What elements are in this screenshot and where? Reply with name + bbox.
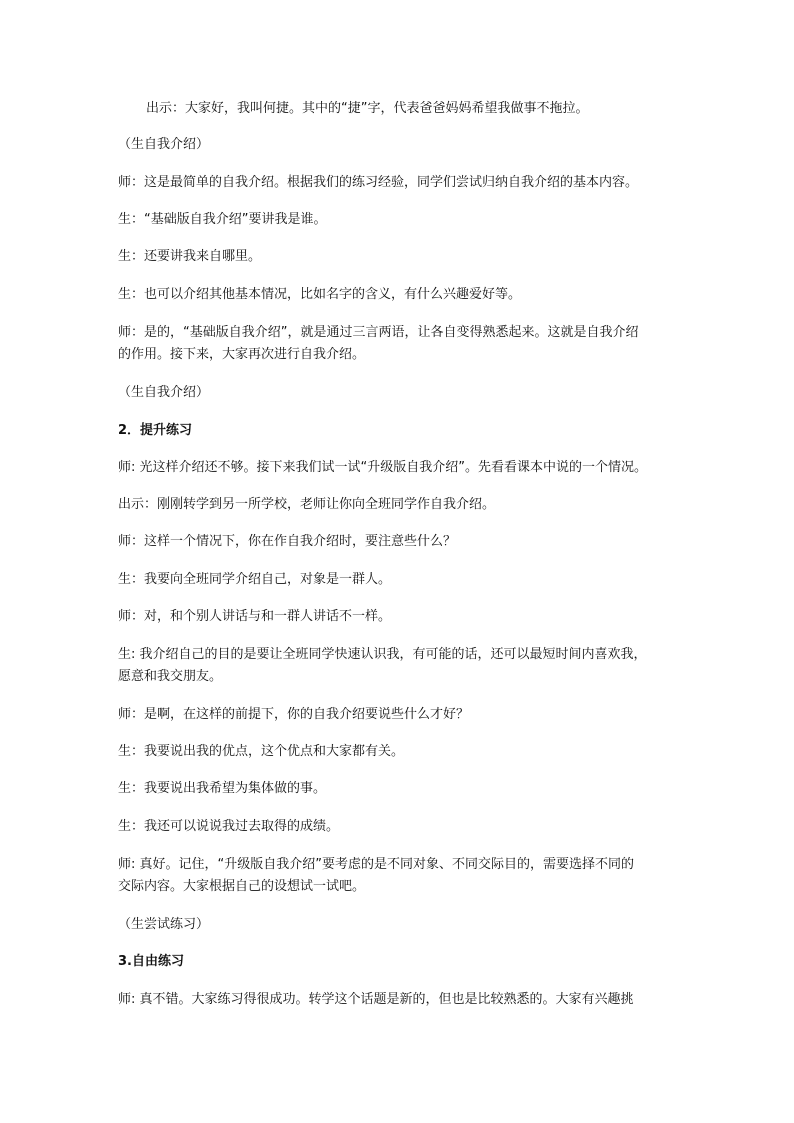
paragraph-teacher: 师：这样一个情况下，你在作自我介绍时，要注意些什么？: [118, 534, 457, 549]
paragraph-stage-note: （生自我介绍）: [118, 137, 210, 152]
paragraph-teacher: 师：是啊，在这样的前提下，你的自我介绍要说些什么才好？: [118, 707, 470, 722]
paragraph-teacher: 师: 真不错。大家练习得很成功。转学这个话题是新的，但也是比较熟悉的。大家有兴趣挑: [118, 992, 634, 1007]
paragraph-teacher: 师: 真好。记住，“升级版自我介绍”要考虑的是不同对象、不同交际目的，需要选择不同的: [118, 857, 634, 872]
paragraph-student: 生：还要讲我来自哪里。: [118, 249, 262, 264]
paragraph-student-continued: 愿意和我交朋友。: [118, 669, 223, 684]
paragraph-student: 生：也可以介绍其他基本情况，比如名字的含义，有什么兴趣爱好等。: [118, 287, 522, 302]
paragraph-teacher: 师：这是最简单的自我介绍。根据我们的练习经验，同学们尝试归纳自我介绍的基本内容。: [118, 175, 639, 190]
paragraph-student: 生：我要向全班同学介绍自己，对象是一群人。: [118, 572, 392, 587]
paragraph-student: 生：我要说出我的优点，这个优点和大家都有关。: [118, 744, 405, 759]
paragraph-student: 生：我还可以说说我过去取得的成绩。: [118, 819, 340, 834]
paragraph-teacher-continued: 交际内容。大家根据自己的设想试一试吧。: [118, 879, 366, 894]
paragraph-teacher: 师：是的，“基础版自我介绍”，就是通过三言两语，让各自变得熟悉起来。这就是自我介绍: [118, 325, 639, 340]
section-heading: 3.自由练习: [118, 954, 184, 969]
paragraph-stage-note: （生自我介绍）: [118, 385, 210, 400]
paragraph-stage-note: （生尝试练习）: [118, 917, 210, 932]
paragraph-student: 生: 我介绍自己的目的是要让全班同学快速认识我，有可能的话，还可以最短时间内喜欢我，: [118, 647, 647, 662]
paragraph-student: 生：我要说出我希望为集体做的事。: [118, 781, 327, 796]
paragraph-teacher-continued: 的作用。接下来，大家再次进行自我介绍。: [118, 347, 366, 362]
paragraph-teacher: 师：对，和个别人讲话与和一群人讲话不一样。: [118, 609, 392, 624]
paragraph-intro-display: 出示：大家好，我叫何捷。其中的“捷”字，代表爸爸妈妈希望我做事不拖拉。: [146, 101, 589, 116]
paragraph-student: 生：“基础版自我介绍”要讲我是谁。: [118, 212, 327, 227]
paragraph-display: 出示：刚刚转学到另一所学校，老师让你向全班同学作自我介绍。: [118, 497, 496, 512]
section-heading: 2．提升练习: [118, 423, 193, 438]
paragraph-teacher: 师: 光这样介绍还不够。接下来我们试一试“升级版自我介绍”。先看看课本中说的一个情况。: [118, 460, 647, 475]
